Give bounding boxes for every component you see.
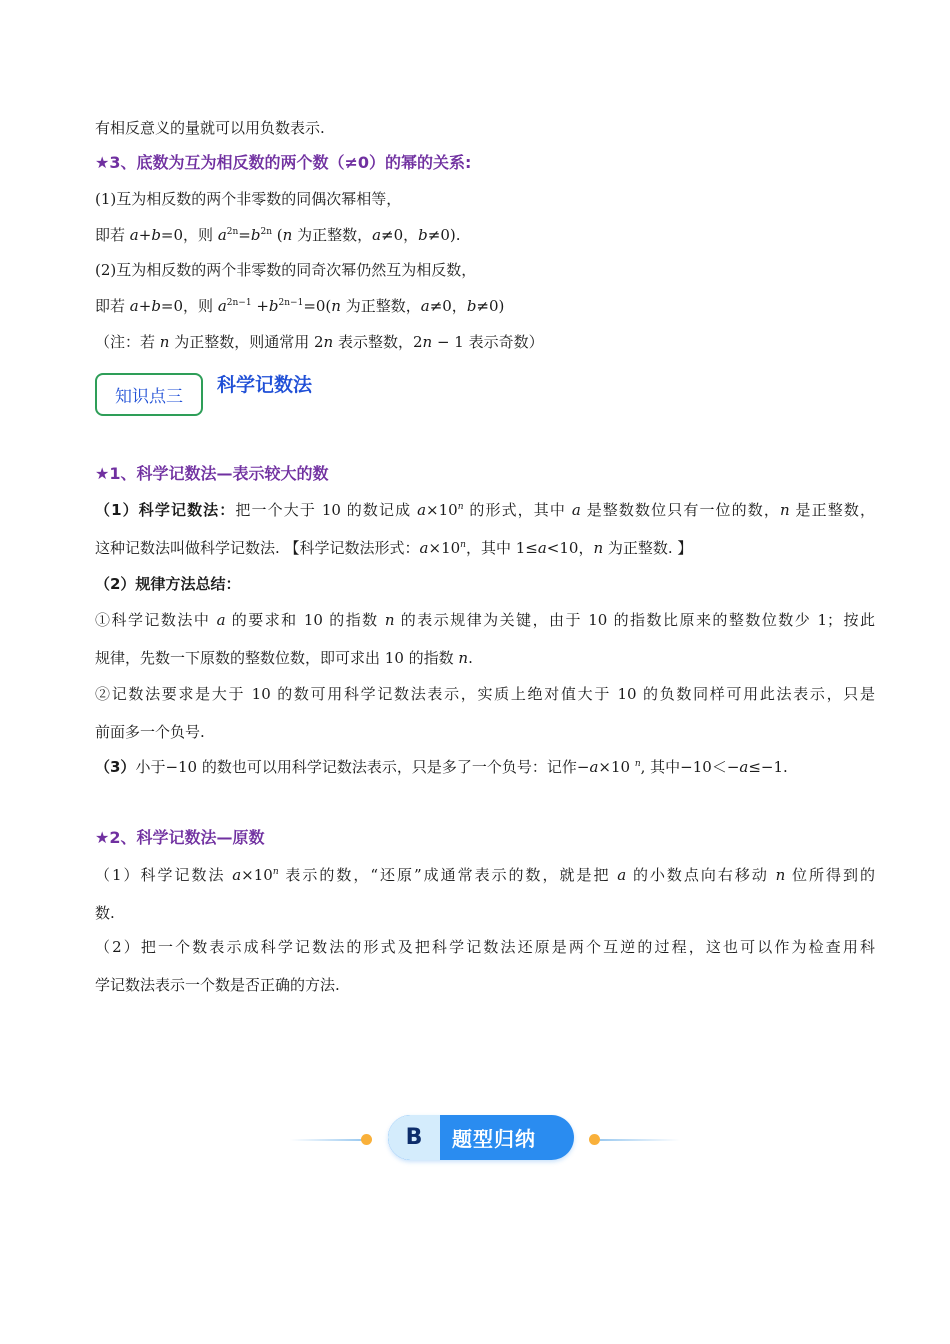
original-number-rule-2-cont: 学记数法表示一个数是否正确的方法. (95, 976, 340, 994)
sci-notation-definition: （1）科学记数法：把一个大于 10 的数记成 $a\times 10^n$ 的形式，其中 a 是整数数位只有一位的数，n 是正整数， (95, 501, 875, 519)
negative-number-rule: （3）小于−10 的数也可以用科学记数法表示，只是多了一个负号：记作−a×10 $^n$, 其中−10＜−a≤−1. (95, 758, 788, 776)
power-rule-even: (1)互为相反数的两个非零数的同偶次幂相等， (95, 190, 402, 208)
original-number-rule-1: （1）科学记数法 $a\times 10^n$ 表示的数，“还原”成通常表示的数，就是把 a 的小数点向右移动 n 位所得到的 (95, 866, 876, 884)
knowledge-point-badge (95, 373, 203, 416)
rule-summary-label: （2）规律方法总结： (95, 575, 241, 593)
banner-left-line (290, 1139, 362, 1141)
rule-summary-1: ①科学记数法中 a 的要求和 10 的指数 n 的表示规律为关键，由于 10 的指数比原来的整数位数少 1；按此 (95, 611, 875, 629)
banner-badge: B (388, 1115, 440, 1160)
rule-summary-2: ②记数法要求是大于 10 的数可用科学记数法表示，实质上绝对值大于 10 的负数同样可用此法表示，只是 (95, 685, 875, 703)
knowledge-point-label: 知识点三 (115, 387, 183, 407)
banner-right-line (600, 1139, 680, 1141)
original-number-rule-2: （2）把一个数表示成科学记数法的形式及把科学记数法还原是两个互逆的过程，这也可以作为检查用科 (95, 938, 875, 956)
rule-summary-1-cont: 规律，先数一下原数的整数位数，即可求出 10 的指数 n. (95, 649, 473, 667)
power-formula-even: 即若 a+b=0，则 $a^{2n}=b^{2n}$ (n 为正整数，a≠0，b≠0). (95, 226, 461, 244)
original-number-rule-1-cont: 数. (95, 904, 115, 922)
rule-summary-2-cont: 前面多一个负号. (95, 723, 205, 741)
section-heading-large-numbers: ★1、科学记数法—表示较大的数 (95, 464, 329, 483)
banner-left-dot (361, 1134, 372, 1145)
section-b-banner (388, 1115, 574, 1160)
knowledge-point-title: 科学记数法 (217, 374, 313, 396)
section-heading-power: ★3、底数为互为相反数的两个数（≠0）的幂的关系: (95, 153, 472, 172)
power-note: （注：若 n 为正整数，则通常用 2n 表示整数，2n − 1 表示奇数） (95, 333, 544, 351)
power-formula-odd: 即若 a+b=0，则 $a^{2n-1} +b^{2n-1}=0(n$ 为正整数，a≠0，b≠0) (95, 297, 505, 315)
power-rule-odd: (2)互为相反数的两个非零数的同奇次幂仍然互为相反数， (95, 261, 477, 279)
banner-label: 题型归纳 (452, 1127, 536, 1151)
intro-text: 有相反意义的量就可以用负数表示. (95, 119, 325, 137)
banner-right-dot (589, 1134, 600, 1145)
sci-notation-form: 这种记数法叫做科学记数法. 【科学记数法形式：$a\times 10^n$，其中 1≤a<10，n 为正整数. 】 (95, 539, 693, 557)
section-heading-original-number: ★2、科学记数法—原数 (95, 828, 265, 847)
